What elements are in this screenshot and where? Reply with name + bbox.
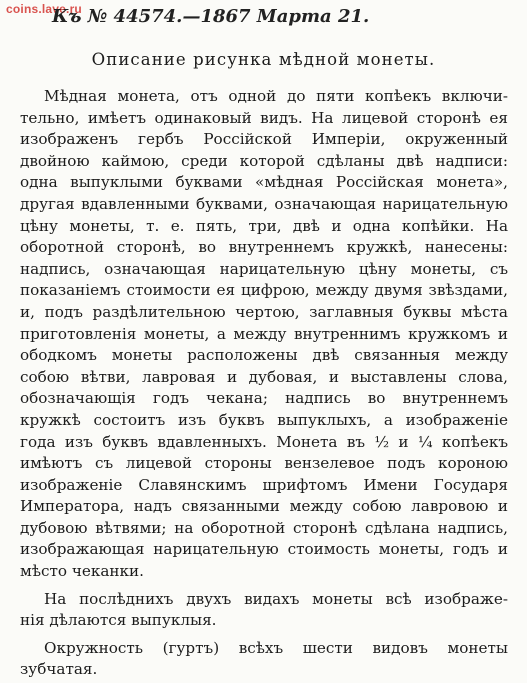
text-line: имѣютъ съ лицевой стороны вензелевое подъ короною — [20, 454, 508, 473]
site-watermark: coins.lave.ru — [6, 2, 82, 16]
text-line: тельно, имѣетъ одинаковый видъ. На лицевой сторонѣ ея — [20, 108, 508, 127]
paragraph — [20, 638, 508, 681]
text-line: и, подъ раздѣлительною чертою, заглавныя буквы мѣста — [20, 302, 508, 321]
text-line: ободкомъ монеты расположены двѣ связанныя между — [20, 346, 508, 365]
text-line: На послѣднихъ двухъ видахъ монеты всѣ изображе- — [44, 589, 508, 608]
text-line: надпись, означающая нарицательную цѣну монеты, съ — [20, 259, 508, 278]
text-line: мѣсто чеканки. — [20, 562, 144, 581]
text-line: одна выпуклыми буквами «мѣдная Россійская монета», — [20, 173, 508, 192]
document-body — [20, 86, 508, 681]
text-line: нія дѣлаются выпуклыя. — [20, 611, 217, 630]
text-line: оборотной сторонѣ, во внутреннемъ кружкѣ, нанесены: — [20, 238, 508, 257]
text-line: показаніемъ стоимости ея цифрою, между двумя звѣздами, — [20, 281, 508, 300]
paragraph — [20, 86, 508, 583]
text-line: Окружность (гуртъ) всѣхъ шести видовъ монеты — [44, 638, 508, 657]
document-title: Описание рисунка мѣдной монеты. — [91, 50, 436, 69]
text-line: цѣну монеты, т. е. пять, три, двѣ и одна копѣйки. На — [20, 216, 508, 235]
text-line: кружкѣ состоитъ изъ буквъ выпуклыхъ, а изображеніе — [20, 410, 508, 429]
text-line: изображенъ гербъ Россійской Имперіи, окруженный — [20, 130, 508, 149]
text-line: двойною каймою, среди которой сдѣланы двѣ надписи: — [20, 151, 508, 170]
text-line: изображеніе Славянскимъ шрифтомъ Имени Государя — [20, 475, 508, 494]
document-reference: Къ № 44574.—1867 Марта 21. — [52, 6, 370, 27]
text-line: обозначающія годъ чекана; надпись во внутреннемъ — [20, 389, 508, 408]
text-line: дубовою вѣтвями; на оборотной сторонѣ сдѣлана надпись, — [20, 518, 508, 537]
text-line: изображающая нарицательную стоимость монеты, годъ и — [20, 540, 508, 559]
text-line: зубчатая. — [20, 660, 98, 679]
text-line: приготовленія монеты, а между внутреннимъ кружкомъ и — [20, 324, 508, 343]
text-line: года изъ буквъ вдавленныхъ. Монета въ ½ и ¼ копѣекъ — [20, 432, 508, 451]
text-line: другая вдавленными буквами, означающая нарицательную — [20, 194, 508, 213]
text-line: Императора, надъ связанными между собою лавровою и — [20, 497, 508, 516]
text-line: Мѣдная монета, отъ одной до пяти копѣекъ включи- — [44, 87, 508, 105]
paragraph — [20, 589, 508, 632]
text-line: собою вѣтви, лавровая и дубовая, и выставлены слова, — [20, 367, 508, 386]
